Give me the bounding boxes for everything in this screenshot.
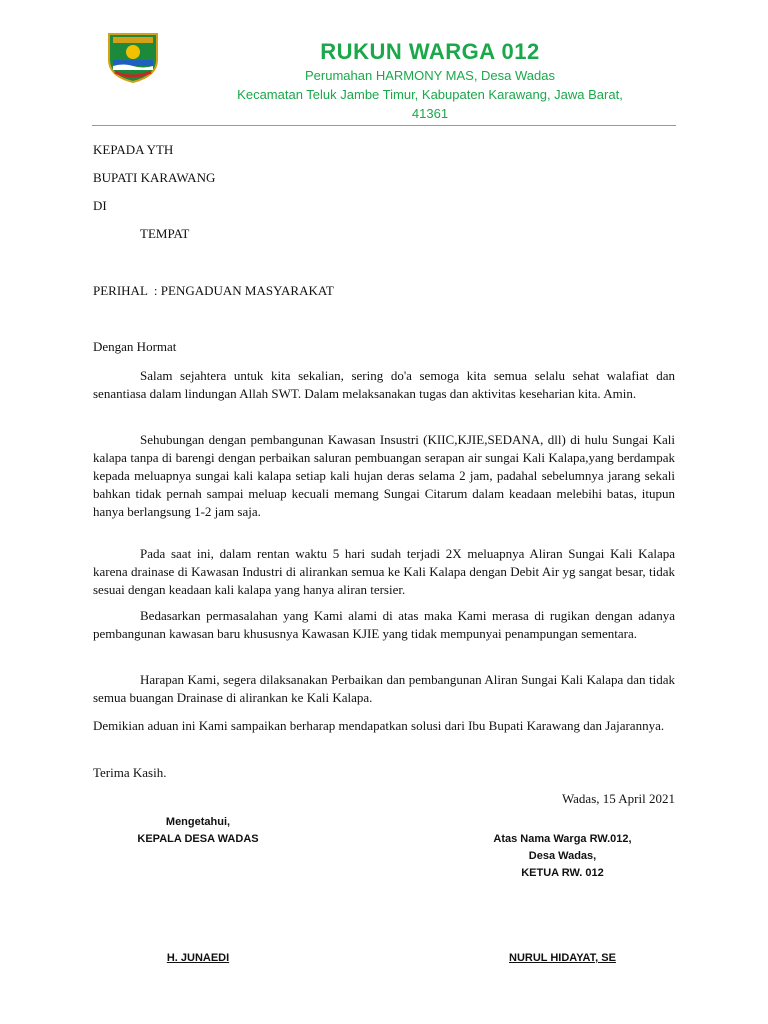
left-sign-line-2: KEPALA DESA WADAS	[137, 833, 259, 845]
right-sign-line-1: Atas Nama Warga RW.012,	[493, 833, 632, 845]
paragraph-2	[93, 431, 675, 521]
left-signatory-name: H. JUNAEDI	[166, 952, 230, 964]
header-divider	[92, 125, 676, 126]
letterhead-line-1: Perumahan HARMONY MAS, Desa Wadas	[305, 68, 555, 83]
closing-text: Demikian aduan ini Kami sampaikan berharap mendapatkan solusi dari Ibu Bupati Karawang dan Jajarannya.	[93, 718, 665, 733]
right-sign-line-3: KETUA RW. 012	[521, 867, 604, 879]
paragraph-3	[93, 545, 675, 599]
letterhead-line-2: Kecamatan Teluk Jambe Timur, Kabupaten Karawang, Jawa Barat,	[237, 87, 623, 102]
signature-block-left	[128, 814, 268, 848]
paragraph-4-text: Bedasarkan permasalahan yang Kami alami di atas maka Kami merasa di rugikan dengan adanya pembangunan kawasan baru khususnya Kawasan KJIE yang tidak mempunyai penampungan sementara.	[93, 608, 675, 641]
letterhead-line-3: 41361	[411, 106, 449, 121]
address-to: KEPADA YTH	[93, 142, 174, 157]
paragraph-5	[93, 671, 675, 707]
paragraph-2-text: Sehubungan dengan pembangunan Kawasan Insustri (KIIC,KJIE,SEDANA, dll) di hulu Sungai Kali kalapa tanpa di barengi dengan perbaikan saluran pembuangan serapan air sungai Kali Kalapa,yang berdampak kepada meluapnya sungai kali kalapa setiap kali hujan deras selama 2 jam, padahal sebelumnya jarang sekali bahkan tidak pernah sampai meluap kecuali memang Sungai Citarum dalam keadaan melebihi batas, itupun hanya berlangsung 1-2 jam saja.	[93, 432, 675, 519]
letter-subject: PERIHAL : PENGADUAN MASYARAKAT	[93, 283, 334, 298]
paragraph-1-text: Salam sejahtera untuk kita sekalian, sering do'a semoga kita semua selalu sehat walafiat dan senantiasa dalam lindungan Allah SWT. Dalam melaksanakan tugas dan aktivitas keseharian kita. Amin.	[93, 368, 675, 401]
closing-paragraph	[93, 717, 675, 735]
right-sign-line-2: Desa Wadas,	[528, 850, 597, 862]
letterhead	[200, 38, 660, 123]
thanks: Terima Kasih.	[93, 765, 167, 780]
left-sign-line-1: Mengetahui,	[165, 816, 231, 828]
paragraph-1	[93, 367, 675, 403]
right-signatory-name: NURUL HIDAYAT, SE	[509, 952, 616, 964]
organization-title: RUKUN WARGA 012	[320, 39, 540, 64]
karawang-regency-emblem	[103, 30, 163, 84]
address-at: DI	[93, 198, 107, 213]
letter-date: Wadas, 15 April 2021	[561, 791, 675, 806]
address-place: TEMPAT	[140, 226, 190, 241]
paragraph-5-text: Harapan Kami, segera dilaksanakan Perbaikan dan pembangunan Aliran Sungai Kali Kalapa dan tidak semua buangan Drainase di alirankan ke Kali Kalapa.	[93, 672, 675, 705]
signature-block-right	[470, 831, 655, 882]
paragraph-4	[93, 607, 675, 643]
salutation: Dengan Hormat	[93, 339, 177, 354]
paragraph-3-text: Pada saat ini, dalam rentan waktu 5 hari sudah terjadi 2X meluapnya Aliran Sungai Kali Kalapa karena drainase di Kawasan Industri di alirankan semua ke Kali Kalapa dengan Debit Air yg sangat besar, tidak sesuai dengan keadaan kali kalapa yang hanya aliran tersier.	[93, 546, 675, 597]
address-recipient: BUPATI KARAWANG	[93, 170, 216, 185]
